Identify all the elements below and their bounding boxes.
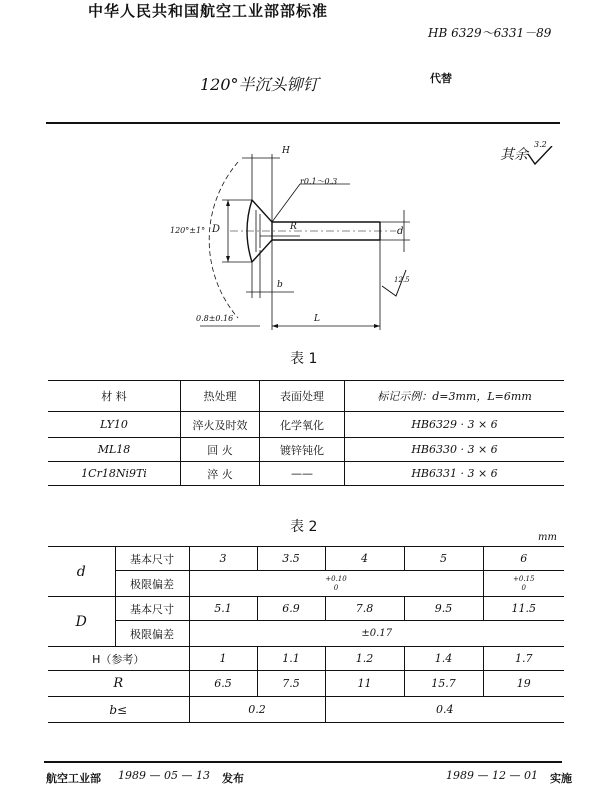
table2-d-label: d: [48, 547, 115, 597]
table2-cell: 1.1: [257, 647, 325, 671]
table2-cell: 4: [325, 547, 404, 571]
tol-upper: +0.10: [325, 574, 347, 583]
table1-cell: HB6329 · 3 × 6: [345, 412, 565, 438]
table-row: [48, 571, 564, 597]
table1-cell: 镀锌钝化: [260, 438, 345, 462]
table2-row-label: 极限偏差: [115, 621, 189, 647]
table1: [48, 380, 564, 486]
footer-issued-date: 1989 — 05 — 13: [118, 769, 210, 782]
footer-effective-label: 实施: [550, 772, 572, 785]
table2-R-label: R: [48, 671, 189, 697]
table2-cell: 6.9: [257, 597, 325, 621]
footer-issuer: 航空工业部: [46, 772, 101, 785]
roughness-check-icon: [526, 146, 556, 166]
footer-effective-date: 1989 — 12 — 01: [446, 769, 538, 782]
tol-upper: +0.15: [513, 574, 535, 583]
table2-row-label: 基本尺寸: [115, 597, 189, 621]
table-row: [48, 671, 564, 697]
dim-d-label: d: [397, 226, 404, 237]
table2-cell: 6: [483, 547, 564, 571]
table1-header: 材 料: [48, 381, 181, 412]
table2-cell: 7.5: [257, 671, 325, 697]
table2-d-tol-b: [483, 571, 564, 597]
footer-rule: [44, 761, 562, 763]
footer-issued-label: 发布: [222, 772, 244, 785]
org-title: 中华人民共和国航空工业部部标准: [88, 2, 329, 20]
table-row: [48, 462, 564, 486]
table1-caption: 表 1: [290, 351, 318, 367]
table2-cell: 0.4: [325, 697, 564, 723]
table-row: [48, 597, 564, 621]
table2-D-label: D: [48, 597, 115, 647]
table2-cell: 1.2: [325, 647, 404, 671]
table1-cell: 化学氧化: [260, 412, 345, 438]
table2-b-label: b≤: [48, 697, 189, 723]
tol-lower: 0: [521, 583, 526, 592]
table2-cell: 19: [483, 671, 564, 697]
table-row: [48, 697, 564, 723]
dim-b-label: b: [277, 280, 283, 290]
dim-R-label: R: [290, 222, 297, 232]
table2-caption: 表 2: [290, 519, 318, 535]
std-number: HB 6329～6331－89: [428, 26, 552, 40]
table-row: [48, 621, 564, 647]
table2-D-tol: ±0.17: [189, 621, 564, 647]
table1-header: 热处理: [181, 381, 260, 412]
table2-cell: 15.7: [404, 671, 483, 697]
table2: [48, 546, 564, 723]
table2-cell: 3.5: [257, 547, 325, 571]
table1-cell: LY10: [48, 412, 181, 438]
table2-H-label: H（参考）: [48, 647, 189, 671]
table1-cell: 回 火: [181, 438, 260, 462]
table2-cell: 0.2: [189, 697, 325, 723]
dim-L-label: L: [314, 314, 320, 324]
table1-cell: 淬火及时效: [181, 412, 260, 438]
table1-cell: 淬 火: [181, 462, 260, 486]
table2-unit: mm: [538, 532, 557, 543]
table1-cell: HB6331 · 3 × 6: [345, 462, 565, 486]
table-row: [48, 647, 564, 671]
table2-cell: 9.5: [404, 597, 483, 621]
table2-cell: 5: [404, 547, 483, 571]
doc-title: 120°半沉头铆钉: [200, 75, 319, 94]
table-row: [48, 438, 564, 462]
dim-125-label: 12.5: [394, 276, 410, 284]
tol-lower: 0: [333, 583, 339, 592]
table1-cell: ——: [260, 462, 345, 486]
table2-cell: 7.8: [325, 597, 404, 621]
table2-row-label: 基本尺寸: [115, 547, 189, 571]
table1-cell: ML18: [48, 438, 181, 462]
table2-cell: 1.7: [483, 647, 564, 671]
table2-cell: 11: [325, 671, 404, 697]
table1-cell: HB6330 · 3 × 6: [345, 438, 565, 462]
roughness-label: 其余: [500, 147, 528, 163]
table2-cell: 1.4: [404, 647, 483, 671]
table1-header: 表面处理: [260, 381, 345, 412]
replaces-label: 代替: [430, 72, 452, 85]
table1-header-row: [48, 381, 564, 412]
roughness-value: 3.2: [534, 140, 547, 149]
dim-tol-label: 0.8±0.16: [196, 314, 234, 323]
dim-angle-label: 120°±1°: [170, 226, 206, 235]
dim-r-label: r0.1～0.3: [300, 177, 338, 186]
table2-cell: 1: [189, 647, 257, 671]
table-row: [48, 412, 564, 438]
table2-cell: 6.5: [189, 671, 257, 697]
table2-cell: 11.5: [483, 597, 564, 621]
table2-cell: 5.1: [189, 597, 257, 621]
table1-header: 标记示例：d=3mm，L=6mm: [345, 381, 565, 412]
dim-H-label: H: [282, 146, 290, 156]
table1-cell: 1Cr18Ni9Ti: [48, 462, 181, 486]
table2-cell: 3: [189, 547, 257, 571]
rivet-drawing: [160, 140, 460, 340]
header-rule: [46, 122, 560, 124]
table2-row-label: 极限偏差: [115, 571, 189, 597]
table2-d-tol-a: [189, 571, 483, 597]
table-row: [48, 547, 564, 571]
dim-D-label: D: [212, 224, 221, 235]
